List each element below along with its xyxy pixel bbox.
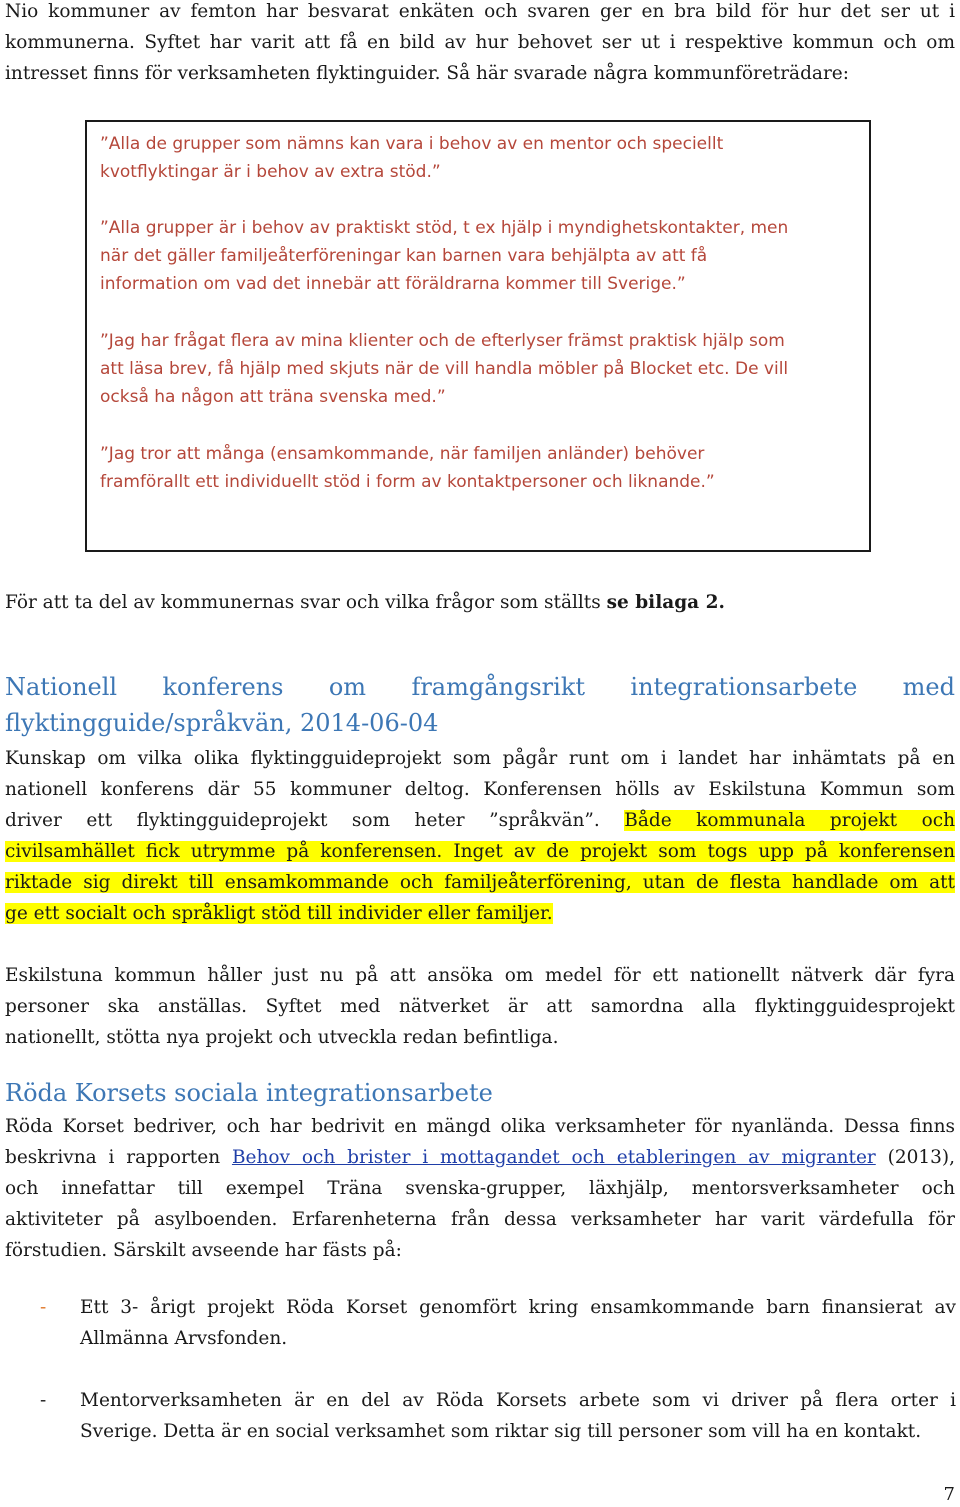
- conference-p1-line-5: [5, 867, 955, 898]
- intro-line-3: intresset finns för verksamheten flyktinguider. Så här svarade några kommunföreträdare:: [5, 63, 849, 84]
- section-heading-red-cross-text: Röda Korsets sociala integrationsarbete: [5, 1079, 493, 1107]
- quote-3-line-2: att läsa brev, få hjälp med skjuts när de vill handla möbler på Blocket etc. De vill: [100, 359, 789, 379]
- appendix-note: [5, 587, 955, 618]
- page-number: 7: [943, 1484, 955, 1505]
- red-cross-p1-line-2-pre: beskrivna i rapporten: [5, 1147, 232, 1168]
- quote-1-line-1: ”Alla de grupper som nämns kan vara i behov av en mentor och speciellt: [100, 134, 724, 154]
- quote-3-line-1: ”Jag har frågat flera av mina klienter och de efterlyser främst praktisk hjälp som: [100, 331, 785, 351]
- conference-p1-line-3-plain: driver ett flyktingguideprojekt som heter ”språkvän”.: [5, 810, 625, 831]
- quote-2-line-3: information om vad det innebär att föräldrarna kommer till Sverige.”: [100, 274, 686, 294]
- intro-line-1: Nio kommuner av femton har besvarat enkäten och svaren ger en bra bild för hur det ser ut i: [5, 1, 955, 22]
- highlighted-text: civilsamhället fick utrymme på konferensen. Inget av de projekt som togs upp på konferensen: [5, 841, 955, 862]
- quote-1-line-2: kvotflyktingar är i behov av extra stöd.”: [100, 162, 441, 182]
- bullet-item-1: [80, 1292, 956, 1354]
- section-heading-conference-line-2: flyktingguide/språkvän, 2014-06-04: [5, 709, 439, 737]
- section-heading-conference: [5, 669, 955, 741]
- red-cross-p1-line-1: Röda Korset bedriver, och har bedrivit en mängd olika verksamheter för nyanlända. Dessa finns: [5, 1116, 955, 1137]
- conference-p2-line-3: nationellt, stötta nya projekt och utveckla redan befintliga.: [5, 1027, 559, 1048]
- conference-p1-line-1: Kunskap om vilka olika flyktingguideprojekt som pågår runt om i landet har inhämtats på en: [5, 748, 955, 769]
- red-cross-paragraph: [5, 1111, 955, 1266]
- intro-paragraph: [5, 0, 955, 89]
- bullet-2-line-1: Mentorverksamheten är en del av Röda Korsets arbete som vi driver på flera orter i: [80, 1390, 956, 1411]
- quote-4: [100, 440, 860, 496]
- quote-2: [100, 214, 860, 298]
- conference-paragraph-2: [5, 960, 955, 1053]
- conference-p1-line-3: [5, 805, 955, 836]
- bullet-1-line-2: Allmänna Arvsfonden.: [80, 1328, 288, 1349]
- conference-p2-line-2: personer ska anställas. Syftet med nätverket är att samordna alla flyktingguidesprojekt: [5, 996, 955, 1017]
- red-cross-p1-line-5: förstudien. Särskilt avseende har fästs på:: [5, 1240, 402, 1261]
- quote-2-line-2: när det gäller familjeåterföreningar kan barnen vara behjälpta av att få: [100, 246, 708, 266]
- conference-paragraph-1: [5, 743, 955, 929]
- quote-4-line-1: ”Jag tror att många (ensamkommande, när familjen anländer) behöver: [100, 444, 705, 464]
- section-heading-red-cross: [5, 1075, 955, 1111]
- report-link[interactable]: Behov och brister i mottagandet och etableringen av migranter: [231, 1147, 876, 1168]
- red-cross-p1-line-2-post: (2013),: [875, 1147, 955, 1168]
- highlighted-text: ge ett socialt och språkligt stöd till individer eller familjer.: [5, 903, 553, 924]
- quote-2-line-1: ”Alla grupper är i behov av praktiskt stöd, t ex hjälp i myndighetskontakter, men: [100, 218, 789, 238]
- appendix-reference: se bilaga 2.: [606, 592, 725, 613]
- red-cross-p1-line-4: aktiviteter på asylboenden. Erfarenheterna från dessa verksamheter har varit värdefulla för: [5, 1209, 955, 1230]
- highlighted-text: Både kommunala projekt och: [624, 810, 955, 831]
- section-heading-conference-line-1: Nationell konferens om framgångsrikt integrationsarbete med: [5, 673, 955, 701]
- appendix-note-line: [5, 587, 955, 618]
- bullet-dash-2: -: [40, 1390, 47, 1411]
- quote-1: [100, 130, 860, 186]
- bullet-2-line-2: Sverige. Detta är en social verksamhet som riktar sig till personer som vill ha en kontakt.: [80, 1421, 922, 1442]
- conference-p1-line-2: nationell konferens där 55 kommuner deltog. Konferensen hölls av Eskilstuna Kommun som: [5, 779, 955, 800]
- intro-line-2: kommunerna. Syftet har varit att få en bild av hur behovet ser ut i respektive kommun och om: [5, 32, 955, 53]
- bullet-1-line-1: Ett 3- årigt projekt Röda Korset genomfört kring ensamkommande barn finansierat av: [80, 1297, 956, 1318]
- quote-3: [100, 327, 860, 411]
- bullet-item-2: [80, 1385, 956, 1447]
- conference-p1-line-6: [5, 898, 955, 929]
- appendix-note-text: För att ta del av kommunernas svar och vilka frågor som ställts: [5, 592, 607, 613]
- quote-4-line-2: framförallt ett individuellt stöd i form av kontaktpersoner och liknande.”: [100, 472, 715, 492]
- conference-p2-line-1: Eskilstuna kommun håller just nu på att ansöka om medel för ett nationellt nätverk där fyra: [5, 965, 955, 986]
- red-cross-p1-line-3: och innefattar till exempel Träna svenska-grupper, läxhjälp, mentorsverksamheter och: [5, 1178, 955, 1199]
- bullet-dash-1: -: [40, 1297, 47, 1318]
- red-cross-p1-line-2: [5, 1142, 955, 1173]
- highlighted-text: riktade sig direkt till ensamkommande och familjeåterförening, utan de flesta handlade om att: [5, 872, 955, 893]
- quote-3-line-3: också ha någon att träna svenska med.”: [100, 387, 446, 407]
- conference-p1-line-4: [5, 836, 955, 867]
